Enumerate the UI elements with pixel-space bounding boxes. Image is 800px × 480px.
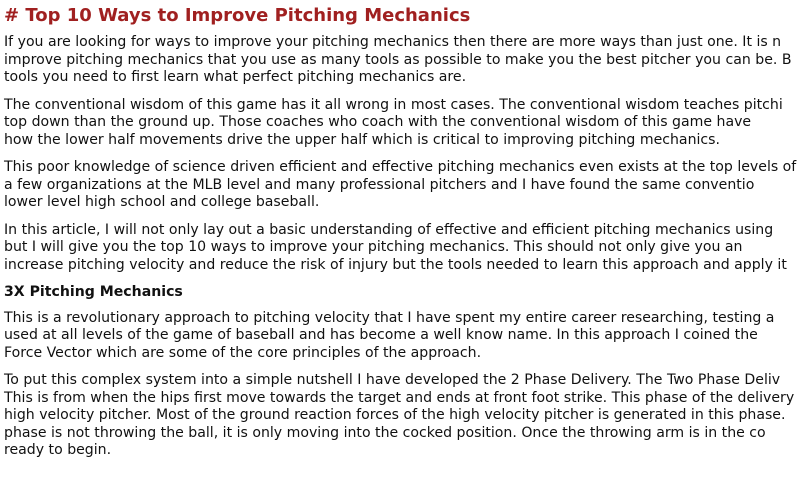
paragraph-line: how the lower half movements drive the upper half which is critical to improving pitching mechanics. xyxy=(4,131,720,148)
paragraph-line: a few organizations at the MLB level and many professional pitchers and I have found the same conventio xyxy=(4,176,755,193)
paragraph-line: increase pitching velocity and reduce the risk of injury but the tools needed to learn this approach and apply it xyxy=(4,256,787,273)
paragraph-line: The conventional wisdom of this game has it all wrong in most cases. The conventional wisdom teaches pitchi xyxy=(4,96,783,113)
paragraph-line: improve pitching mechanics that you use as many tools as possible to make you the best pitcher you can be. B xyxy=(4,51,792,68)
paragraph-line: Force Vector which are some of the core principles of the approach. xyxy=(4,344,482,361)
paragraph-line: This is a revolutionary approach to pitching velocity that I have spent my entire career researching, testing a xyxy=(4,309,775,326)
section-heading: 3X Pitching Mechanics xyxy=(4,284,183,300)
paragraph-line: This poor knowledge of science driven efficient and effective pitching mechanics even exists at the top levels of xyxy=(4,159,797,175)
article-title: # Top 10 Ways to Improve Pitching Mechanics xyxy=(4,5,471,26)
paragraph-line: lower level high school and college baseball. xyxy=(4,194,320,210)
paragraph-line: but I will give you the top 10 ways to improve your pitching mechanics. This should not only give you an xyxy=(4,239,743,255)
paragraph-line: high velocity pitcher. Most of the ground reaction forces of the high velocity pitcher is generated in this phase. xyxy=(4,407,786,423)
paragraph-revolutionary-approach xyxy=(4,310,800,363)
paragraph-line: This is from when the hips first move towards the target and ends at front foot strike. This phase of the delivery xyxy=(4,389,795,406)
paragraph-line: ready to begin. xyxy=(4,442,112,458)
paragraph-line: used at all levels of the game of baseball and has become a well know name. In this approach I coined the xyxy=(4,327,758,343)
paragraph-in-this-article xyxy=(4,222,800,275)
paragraph-intro xyxy=(4,34,800,87)
paragraph-two-phase-delivery xyxy=(4,372,800,460)
paragraph-line: If you are looking for ways to improve your pitching mechanics then there are more ways than just one. It is n xyxy=(4,34,782,50)
paragraph-line: To put this complex system into a simple nutshell I have developed the 2 Phase Delivery. The Two Phase Deliv xyxy=(4,372,781,388)
paragraph-poor-knowledge xyxy=(4,159,800,212)
paragraph-line: top down than the ground up. Those coaches who coach with the conventional wisdom of this game have xyxy=(4,114,752,130)
paragraph-conventional-wisdom xyxy=(4,97,800,150)
paragraph-line: In this article, I will not only lay out a basic understanding of effective and efficient pitching mechanics using xyxy=(4,221,774,238)
paragraph-line: tools you need to first learn what perfect pitching mechanics are. xyxy=(4,69,467,85)
paragraph-line: phase is not throwing the ball, it is only moving into the cocked position. Once the throwing arm is in the co xyxy=(4,424,766,441)
